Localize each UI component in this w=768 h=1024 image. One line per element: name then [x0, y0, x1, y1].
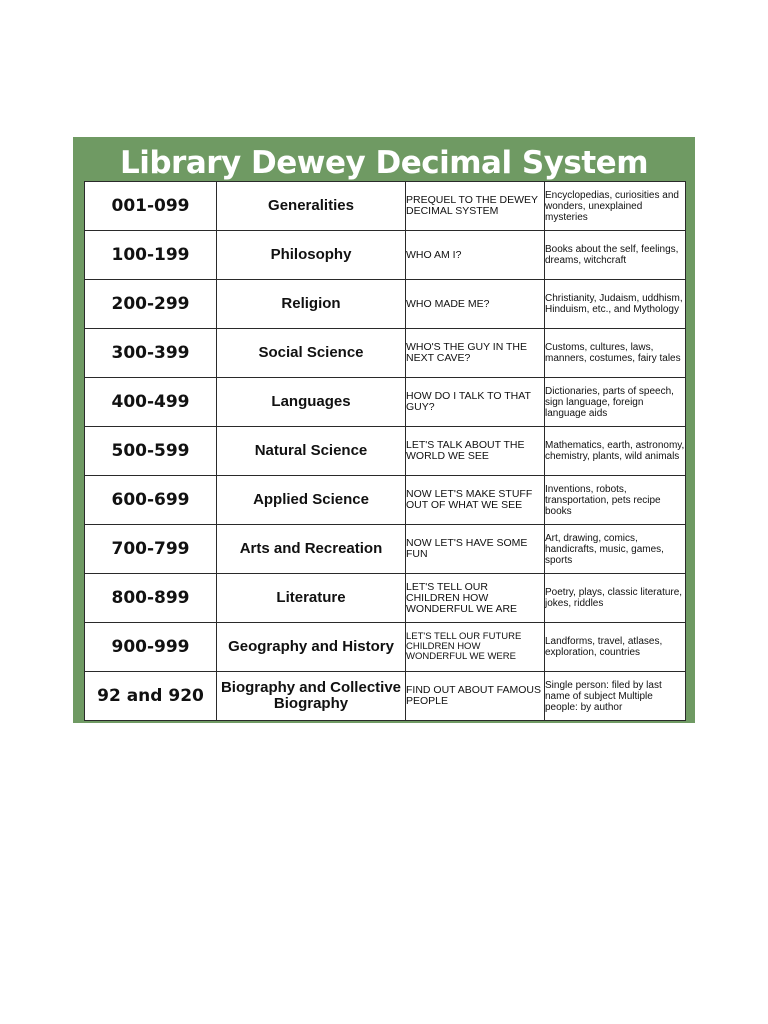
subject-quip: LET'S TALK ABOUT THE WORLD WE SEE: [406, 427, 545, 476]
subject-examples: Inventions, robots, transportation, pets recipe books: [545, 476, 686, 525]
subject-quip: LET'S TELL OUR CHILDREN HOW WONDERFUL WE ARE: [406, 574, 545, 623]
subject-name: Generalities: [217, 182, 406, 231]
subject-examples: Mathematics, earth, astronomy, chemistry, plants, wild animals: [545, 427, 686, 476]
call-number-range: 100-199: [85, 231, 217, 280]
subject-quip: NOW LET'S HAVE SOME FUN: [406, 525, 545, 574]
subject-quip: WHO'S THE GUY IN THE NEXT CAVE?: [406, 329, 545, 378]
subject-name: Geography and History: [217, 623, 406, 672]
subject-name: Biography and Collective Biography: [217, 672, 406, 721]
call-number-range: 800-899: [85, 574, 217, 623]
subject-name: Philosophy: [217, 231, 406, 280]
subject-name: Social Science: [217, 329, 406, 378]
subject-name: Literature: [217, 574, 406, 623]
subject-examples: Customs, cultures, laws, manners, costumes, fairy tales: [545, 329, 686, 378]
call-number-range: 92 and 920: [85, 672, 217, 721]
subject-quip: WHO AM I?: [406, 231, 545, 280]
table-row: [85, 231, 686, 280]
table-row: [85, 378, 686, 427]
subject-examples: Art, drawing, comics, handicrafts, music, games, sports: [545, 525, 686, 574]
table-row: [85, 574, 686, 623]
call-number-range: 200-299: [85, 280, 217, 329]
subject-examples: Landforms, travel, atlases, exploration, countries: [545, 623, 686, 672]
subject-name: Applied Science: [217, 476, 406, 525]
dewey-poster: [73, 137, 695, 723]
call-number-range: 900-999: [85, 623, 217, 672]
call-number-range: 400-499: [85, 378, 217, 427]
subject-name: Natural Science: [217, 427, 406, 476]
table-row: [85, 623, 686, 672]
subject-examples: Dictionaries, parts of speech, sign language, foreign language aids: [545, 378, 686, 427]
table-row: [85, 280, 686, 329]
subject-examples: Poetry, plays, classic literature, jokes, riddles: [545, 574, 686, 623]
subject-name: Religion: [217, 280, 406, 329]
subject-name: Arts and Recreation: [217, 525, 406, 574]
table-row: [85, 427, 686, 476]
call-number-range: 700-799: [85, 525, 217, 574]
table-row: [85, 329, 686, 378]
table-row: [85, 525, 686, 574]
call-number-range: 001-099: [85, 182, 217, 231]
poster-title: Library Dewey Decimal System: [119, 145, 648, 181]
subject-quip: WHO MADE ME?: [406, 280, 545, 329]
subject-examples: Single person: filed by last name of subject Multiple people: by author: [545, 672, 686, 721]
subject-examples: Encyclopedias, curiosities and wonders, unexplained mysteries: [545, 182, 686, 231]
subject-examples: Christianity, Judaism, uddhism, Hinduism, etc., and Mythology: [545, 280, 686, 329]
subject-quip: HOW DO I TALK TO THAT GUY?: [406, 378, 545, 427]
table-row: [85, 182, 686, 231]
subject-quip: NOW LET'S MAKE STUFF OUT OF WHAT WE SEE: [406, 476, 545, 525]
subject-quip: FIND OUT ABOUT FAMOUS PEOPLE: [406, 672, 545, 721]
call-number-range: 300-399: [85, 329, 217, 378]
table-row: [85, 476, 686, 525]
table-row: [85, 672, 686, 721]
subject-name: Languages: [217, 378, 406, 427]
call-number-range: 600-699: [85, 476, 217, 525]
call-number-range: 500-599: [85, 427, 217, 476]
subject-quip: LET'S TELL OUR FUTURE CHILDREN HOW WONDERFUL WE WERE: [406, 623, 545, 672]
dewey-table: [84, 181, 686, 721]
subject-examples: Books about the self, feelings, dreams, witchcraft: [545, 231, 686, 280]
subject-quip: PREQUEL TO THE DEWEY DECIMAL SYSTEM: [406, 182, 545, 231]
